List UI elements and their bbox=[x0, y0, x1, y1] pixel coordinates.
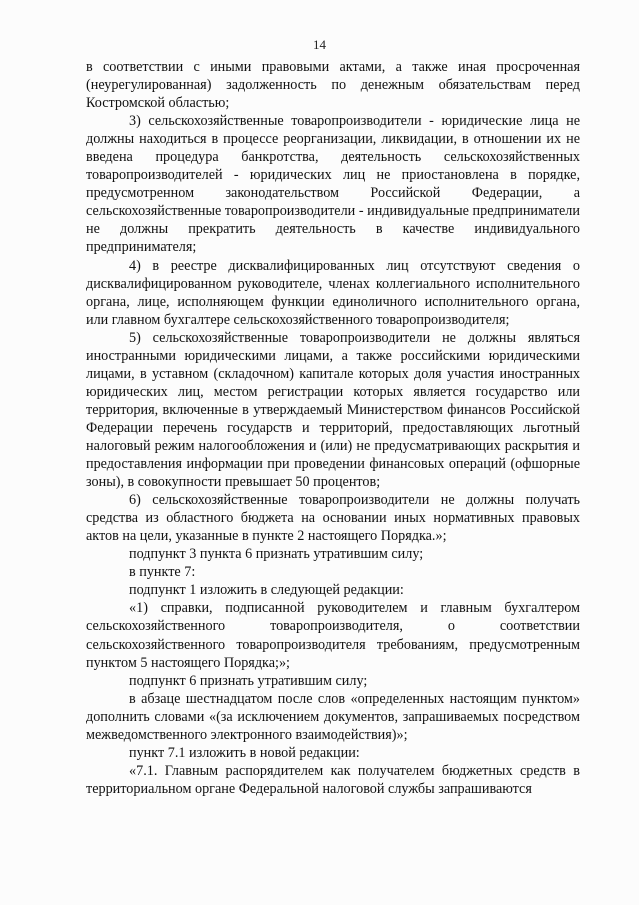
paragraph: в пункте 7: bbox=[129, 564, 196, 581]
paragraph: «7.1. Главным распорядителем как получателем бюджетных средств в территориальном органе Федеральной налоговой службы запрашиваются bbox=[86, 762, 580, 797]
paragraph: подпункт 3 пункта 6 признать утратившим силу; bbox=[129, 546, 424, 563]
paragraph: в абзаце шестнадцатом после слов «определенных настоящим пунктом» дополнить словами «(за исключением документов, запрашиваемых посредством межведомственного электронного взаимодействия)»; bbox=[86, 690, 580, 743]
paragraph: 4) в реестре дисквалифицированных лиц отсутствуют сведения о дисквалифицированном руководителе, членах коллегиального исполнительного органа, лице, исполняющем функции единоличного исполнительного органа, или главном бухгалтере сельскохозяйственного товаропроизводителя; bbox=[86, 257, 580, 328]
paragraph: 6) сельскохозяйственные товаропроизводители не должны получать средства из областного бюджета на основании иных нормативных правовых актов на цели, указанные в пункте 2 настоящего Порядка.»; bbox=[86, 492, 580, 545]
paragraph: «1) справки, подписанной руководителем и главным бухгалтером сельскохозяйственного товаропроизводителя, о соответствии сельскохозяйственного товаропроизводителя требованиям, предусмотренным пунктом 5 настоящего Порядка;»; bbox=[86, 600, 580, 671]
paragraph: в соответствии с иными правовыми актами, а также иная просроченная (неурегулированная) задолженность по денежным обязательствам перед Костромской областью; bbox=[86, 59, 580, 112]
paragraph: подпункт 6 признать утратившим силу; bbox=[129, 672, 368, 689]
paragraph: пункт 7.1 изложить в новой редакции: bbox=[129, 744, 360, 761]
paragraph: 3) сельскохозяйственные товаропроизводители - юридические лица не должны находиться в процессе реорганизации, ликвидации, в отношении их не введена процедура банкротства, деятельность сельскохозяйственных товаропроизводителей - юридических лиц не приостановлена в порядке, предусмотренном законодательством Российской Федерации, а сельскохозяйственные товаропроизводители - индивидуальные предприниматели не должны прекратить деятельность в качестве индивидуального предпринимателя; bbox=[86, 113, 580, 256]
paragraph: подпункт 1 изложить в следующей редакции: bbox=[129, 582, 404, 599]
paragraph: 5) сельскохозяйственные товаропроизводители не должны являться иностранными юридическими лицами, а также российскими юридическими лицами, в уставном (складочном) капитале которых доля участия иностранных юридических лиц, местом регистрации которых является государство или территория, включенные в утверждаемый Министерством финансов Российской Федерации перечень государств и территорий, предоставляющих льготный налоговый режим налогообложения и (или) не предусматривающих раскрытия и предоставления информации при проведении финансовых операций (офшорные зоны), в совокупности превышает 50 процентов; bbox=[86, 329, 580, 491]
document-body bbox=[86, 58, 580, 798]
page-number: 14 bbox=[313, 37, 326, 52]
